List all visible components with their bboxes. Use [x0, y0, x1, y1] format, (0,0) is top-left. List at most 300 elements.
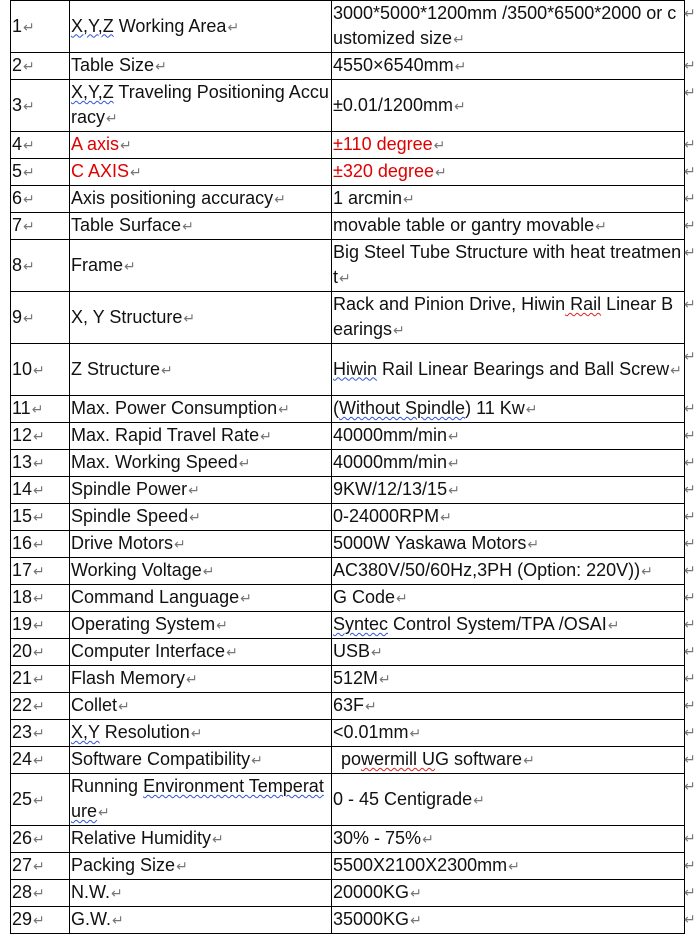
paragraph-mark-icon: ↵ — [23, 97, 35, 114]
paragraph-mark-icon: ↵ — [523, 752, 535, 768]
paragraph-mark-icon: ↵ — [448, 455, 460, 471]
table-row — [11, 240, 685, 292]
row-end-mark-icon: ↵ — [684, 777, 696, 794]
table-row — [11, 186, 685, 213]
property-label: X,Y Resolution — [71, 722, 190, 742]
row-number-cell — [11, 585, 70, 612]
paragraph-mark-icon: ↵ — [33, 885, 45, 901]
paragraph-mark-icon: ↵ — [130, 164, 142, 180]
paragraph-mark-icon: ↵ — [260, 428, 272, 444]
paragraph-mark-icon: ↵ — [23, 164, 35, 180]
property-cell — [70, 612, 332, 639]
spell-underline: X,Y,Z — [71, 15, 114, 36]
paragraph-mark-icon: ↵ — [23, 58, 35, 74]
paragraph-mark-icon: ↵ — [448, 482, 460, 498]
value-cell — [332, 450, 685, 477]
table-row — [11, 477, 685, 504]
property-value: ±0.01/1200mm — [333, 94, 453, 115]
paragraph-mark-icon: ↵ — [251, 752, 263, 768]
value-cell — [332, 213, 685, 240]
row-number-cell — [11, 159, 70, 186]
paragraph-mark-icon: ↵ — [33, 563, 45, 579]
property-value: Hiwin Rail Linear Bearings and Ball Screw — [333, 358, 670, 379]
row-number: 20 — [12, 641, 33, 661]
property-value: 5000W Yaskawa Motors — [333, 533, 527, 553]
paragraph-mark-icon: ↵ — [23, 191, 35, 207]
paragraph-mark-icon: ↵ — [365, 698, 377, 714]
table-row — [11, 907, 685, 934]
row-number: 29 — [12, 909, 33, 929]
row-end-mark-icon: ↵ — [684, 295, 696, 312]
paragraph-mark-icon: ↵ — [410, 885, 422, 901]
table-row — [11, 423, 685, 450]
table-row — [11, 747, 685, 774]
value-cell — [332, 186, 685, 213]
paragraph-mark-icon: ↵ — [23, 218, 35, 234]
row-number: 26 — [12, 828, 33, 848]
paragraph-mark-icon: ↵ — [274, 191, 286, 207]
table-row — [11, 639, 685, 666]
value-cell — [332, 504, 685, 531]
spell-underline: Without Spindle — [339, 398, 466, 418]
row-number-cell — [11, 186, 70, 213]
value-cell — [332, 720, 685, 747]
paragraph-mark-icon: ↵ — [98, 804, 110, 820]
value-cell — [332, 53, 685, 80]
value-cell — [332, 477, 685, 504]
paragraph-mark-icon: ↵ — [422, 831, 434, 847]
row-number-cell — [11, 53, 70, 80]
value-cell — [332, 344, 685, 396]
property-value: 512M — [333, 668, 379, 688]
row-number: 14 — [12, 479, 33, 499]
property-label: Max. Power Consumption — [71, 398, 278, 418]
row-end-mark-icon: ↵ — [684, 723, 696, 740]
property-label: Drive Motors — [71, 533, 174, 553]
paragraph-mark-icon: ↵ — [33, 428, 45, 444]
table-row — [11, 666, 685, 693]
row-number-cell — [11, 396, 70, 423]
property-cell — [70, 292, 332, 344]
table-row — [11, 585, 685, 612]
row-number-cell — [11, 558, 70, 585]
row-end-mark-icon: ↵ — [684, 883, 696, 900]
property-cell — [70, 907, 332, 934]
paragraph-mark-icon: ↵ — [670, 361, 682, 378]
row-number-cell — [11, 504, 70, 531]
property-cell — [70, 80, 332, 132]
paragraph-mark-icon: ↵ — [33, 831, 45, 847]
table-row — [11, 558, 685, 585]
table-row — [11, 720, 685, 747]
paragraph-mark-icon: ↵ — [508, 858, 520, 874]
paragraph-mark-icon: ↵ — [410, 912, 422, 928]
paragraph-mark-icon: ↵ — [238, 455, 251, 471]
spell-underline: Environment Temperature — [71, 776, 324, 821]
paragraph-mark-icon: ↵ — [23, 18, 35, 35]
row-number-cell — [11, 720, 70, 747]
paragraph-mark-icon: ↵ — [641, 563, 653, 579]
property-cell — [70, 826, 332, 853]
row-end-mark-icon: ↵ — [684, 135, 696, 152]
property-cell — [70, 853, 332, 880]
property-value: Syntec Control System/TPA /OSAI — [333, 614, 607, 634]
row-number: 15 — [12, 506, 33, 526]
property-label: X,Y,Z Working Area — [71, 15, 227, 36]
paragraph-mark-icon: ↵ — [379, 671, 391, 687]
table-row — [11, 504, 685, 531]
value-cell — [332, 907, 685, 934]
row-end-mark-icon: ↵ — [684, 588, 696, 605]
property-label: Relative Humidity — [71, 828, 212, 848]
table-row — [11, 132, 685, 159]
property-value: 30% - 75% — [333, 828, 422, 848]
paragraph-mark-icon: ↵ — [33, 361, 45, 378]
row-number: 1 — [12, 15, 23, 36]
property-cell — [70, 504, 332, 531]
property-value: movable table or gantry movable — [333, 215, 595, 235]
property-label: Table Surface — [71, 215, 182, 235]
property-cell — [70, 774, 332, 826]
paragraph-mark-icon: ↵ — [111, 885, 123, 901]
row-number: 17 — [12, 560, 33, 580]
row-number: 9 — [12, 306, 23, 327]
row-end-mark-icon: ↵ — [684, 561, 696, 578]
property-cell — [70, 720, 332, 747]
row-number: 22 — [12, 695, 33, 715]
row-end-mark-icon: ↵ — [684, 829, 696, 846]
property-cell — [70, 693, 332, 720]
value-cell — [332, 826, 685, 853]
property-cell — [70, 344, 332, 396]
row-number: 16 — [12, 533, 33, 553]
paragraph-mark-icon: ↵ — [448, 428, 460, 444]
value-cell — [332, 423, 685, 450]
paragraph-mark-icon: ↵ — [527, 536, 540, 552]
paragraph-mark-icon: ↵ — [186, 671, 198, 687]
paragraph-mark-icon: ↵ — [33, 455, 45, 471]
row-end-mark-icon: ↵ — [684, 910, 696, 927]
property-cell — [70, 639, 332, 666]
table-row — [11, 531, 685, 558]
value-cell — [332, 240, 685, 292]
paragraph-mark-icon: ↵ — [396, 590, 408, 606]
property-label: Collet — [71, 695, 118, 715]
table-row — [11, 1, 685, 53]
property-cell — [70, 666, 332, 693]
table-row — [11, 396, 685, 423]
row-number: 13 — [12, 452, 33, 472]
property-cell — [70, 213, 332, 240]
paragraph-mark-icon: ↵ — [33, 617, 45, 633]
property-value: Big Steel Tube Structure with heat treatment — [333, 242, 682, 287]
property-value: (Without Spindle) 11 Kw — [333, 398, 525, 418]
value-cell — [332, 774, 685, 826]
paragraph-mark-icon: ↵ — [33, 644, 45, 660]
value-cell — [332, 132, 685, 159]
row-number-cell — [11, 450, 70, 477]
row-end-mark-icon: ↵ — [684, 216, 696, 233]
row-number: 10 — [12, 358, 33, 379]
paragraph-mark-icon: ↵ — [595, 218, 607, 234]
paragraph-mark-icon: ↵ — [409, 725, 422, 741]
value-cell — [332, 558, 685, 585]
spec-table — [10, 0, 685, 934]
row-number-cell — [11, 80, 70, 132]
property-value: 5500X2100X2300mm — [333, 855, 508, 875]
paragraph-mark-icon: ↵ — [174, 536, 186, 552]
property-value: AC380V/50/60Hz,3PH (Option: 220V)) — [333, 560, 641, 580]
paragraph-mark-icon: ↵ — [433, 137, 446, 153]
value-cell — [332, 585, 685, 612]
paragraph-mark-icon: ↵ — [155, 58, 167, 74]
paragraph-mark-icon: ↵ — [212, 831, 224, 847]
spell-underline: X,Y — [71, 722, 100, 742]
property-label: Spindle Speed — [71, 506, 189, 526]
property-value: 63F — [333, 695, 365, 715]
property-label: Packing Size — [71, 855, 176, 875]
row-end-mark-icon: ↵ — [684, 243, 696, 260]
property-value: USB — [333, 641, 371, 661]
property-label: Axis positioning accuracy — [71, 188, 274, 208]
property-cell — [70, 186, 332, 213]
row-number-cell — [11, 213, 70, 240]
paragraph-mark-icon: ↵ — [33, 509, 45, 525]
table-row — [11, 880, 685, 907]
paragraph-mark-icon: ↵ — [525, 401, 538, 417]
property-value: 40000mm/min — [333, 425, 448, 445]
paragraph-mark-icon: ↵ — [454, 58, 467, 74]
table-row — [11, 612, 685, 639]
row-end-mark-icon: ↵ — [684, 534, 696, 551]
row-end-mark-icon: ↵ — [684, 507, 696, 524]
property-cell — [70, 585, 332, 612]
row-number: 18 — [12, 587, 33, 607]
row-number-cell — [11, 907, 70, 934]
property-cell — [70, 159, 332, 186]
row-number-cell — [11, 747, 70, 774]
property-label: A axis — [71, 134, 120, 154]
property-value: ±110 degree — [333, 134, 433, 154]
paragraph-mark-icon: ↵ — [473, 791, 485, 808]
property-cell — [70, 396, 332, 423]
property-label: Computer Interface — [71, 641, 226, 661]
property-label: G.W. — [71, 909, 111, 929]
row-number: 24 — [12, 749, 33, 769]
paragraph-mark-icon: ↵ — [23, 257, 35, 274]
row-end-mark-icon: ↵ — [684, 615, 696, 632]
paragraph-mark-icon: ↵ — [33, 912, 45, 928]
paragraph-mark-icon: ↵ — [33, 858, 45, 874]
property-value: ±320 degree — [333, 161, 434, 181]
row-number-cell — [11, 1, 70, 53]
paragraph-mark-icon: ↵ — [453, 97, 466, 114]
paragraph-mark-icon: ↵ — [440, 509, 452, 525]
paragraph-mark-icon: ↵ — [182, 218, 194, 234]
spell-underline: wermill U — [361, 749, 436, 769]
row-end-mark-icon: ↵ — [684, 83, 696, 100]
row-number-cell — [11, 612, 70, 639]
property-label: C AXIS — [71, 161, 130, 181]
value-cell — [332, 853, 685, 880]
value-cell — [332, 747, 685, 774]
row-number-cell — [11, 880, 70, 907]
property-cell — [70, 531, 332, 558]
property-label: Command Language — [71, 587, 240, 607]
paragraph-mark-icon: ↵ — [161, 361, 173, 378]
paragraph-mark-icon: ↵ — [227, 18, 240, 35]
paragraph-mark-icon: ↵ — [33, 536, 45, 552]
paragraph-mark-icon: ↵ — [31, 401, 44, 417]
table-row — [11, 853, 685, 880]
paragraph-mark-icon: ↵ — [434, 164, 447, 180]
property-label: Max. Rapid Travel Rate — [71, 425, 260, 445]
property-cell — [70, 53, 332, 80]
row-number-cell — [11, 477, 70, 504]
property-value: 1 arcmin — [333, 188, 403, 208]
row-end-mark-icon: ↵ — [684, 56, 696, 73]
row-number: 12 — [12, 425, 33, 445]
row-number-cell — [11, 666, 70, 693]
property-cell — [70, 747, 332, 774]
property-cell — [70, 450, 332, 477]
property-value: <0.01mm — [333, 722, 409, 742]
property-value: G Code — [333, 587, 396, 607]
row-end-mark-icon: ↵ — [684, 453, 696, 470]
spell-underline: Syntec — [333, 614, 389, 634]
property-value: 35000KG — [333, 909, 410, 929]
paragraph-mark-icon: ↵ — [278, 401, 290, 417]
property-value: 4550×6540mm — [333, 55, 454, 75]
spell-underline: Rail — [565, 294, 602, 314]
row-end-mark-icon: ↵ — [684, 426, 696, 443]
property-value: Rack and Pinion Drive, Hiwin Rail Linear Bearings — [333, 294, 674, 339]
property-label: Z Structure — [71, 358, 161, 379]
row-number-cell — [11, 240, 70, 292]
value-cell — [332, 693, 685, 720]
table-row — [11, 693, 685, 720]
row-end-mark-icon: ↵ — [684, 696, 696, 713]
table-row — [11, 826, 685, 853]
paragraph-mark-icon: ↵ — [118, 698, 130, 714]
row-end-mark-icon: ↵ — [684, 4, 696, 21]
property-label: Frame — [71, 254, 124, 275]
value-cell — [332, 531, 685, 558]
row-number: 3 — [12, 94, 23, 115]
paragraph-mark-icon: ↵ — [33, 752, 45, 768]
property-cell — [70, 558, 332, 585]
row-number-cell — [11, 423, 70, 450]
paragraph-mark-icon: ↵ — [607, 617, 620, 633]
value-cell — [332, 639, 685, 666]
property-label: Software Compatibility — [71, 749, 251, 769]
row-number-cell — [11, 531, 70, 558]
paragraph-mark-icon: ↵ — [124, 257, 136, 274]
row-number-cell — [11, 853, 70, 880]
paragraph-mark-icon: ↵ — [226, 644, 238, 660]
property-cell — [70, 880, 332, 907]
paragraph-mark-icon: ↵ — [189, 509, 201, 525]
paragraph-mark-icon: ↵ — [33, 791, 45, 808]
paragraph-mark-icon: ↵ — [112, 912, 124, 928]
paragraph-mark-icon: ↵ — [216, 617, 228, 633]
value-cell — [332, 1, 685, 53]
row-number: 19 — [12, 614, 33, 634]
row-end-mark-icon: ↵ — [684, 856, 696, 873]
row-number-cell — [11, 693, 70, 720]
paragraph-mark-icon: ↵ — [23, 309, 35, 326]
property-label: Running Environment Temperature — [71, 776, 324, 821]
row-number-cell — [11, 826, 70, 853]
paragraph-mark-icon: ↵ — [202, 563, 215, 579]
table-row — [11, 213, 685, 240]
row-number: 5 — [12, 161, 23, 181]
paragraph-mark-icon: ↵ — [176, 858, 188, 874]
value-cell — [332, 612, 685, 639]
table-row — [11, 774, 685, 826]
value-cell — [332, 666, 685, 693]
property-value: powermill UG software — [341, 749, 523, 769]
table-row — [11, 292, 685, 344]
property-cell — [70, 423, 332, 450]
row-number-cell — [11, 344, 70, 396]
row-number-cell — [11, 132, 70, 159]
paragraph-mark-icon: ↵ — [240, 590, 252, 606]
paragraph-mark-icon: ↵ — [188, 482, 200, 498]
table-row — [11, 450, 685, 477]
property-label: Working Voltage — [71, 560, 202, 580]
spell-underline: X,Y,Z — [71, 82, 114, 102]
row-number: 2 — [12, 55, 23, 75]
property-label: Table Size — [71, 55, 155, 75]
property-value: 0 - 45 Centigrade — [333, 788, 473, 809]
paragraph-mark-icon: ↵ — [33, 698, 45, 714]
paragraph-mark-icon: ↵ — [371, 644, 383, 660]
paragraph-mark-icon: ↵ — [339, 270, 351, 286]
table-row — [11, 53, 685, 80]
value-cell — [332, 396, 685, 423]
property-value: 40000mm/min — [333, 452, 448, 472]
row-number: 8 — [12, 254, 23, 275]
paragraph-mark-icon: ↵ — [33, 671, 45, 687]
row-end-mark-icon: ↵ — [684, 189, 696, 206]
row-end-mark-icon: ↵ — [684, 642, 696, 659]
row-number: 25 — [12, 788, 33, 809]
spec-table-body — [11, 1, 685, 934]
value-cell — [332, 80, 685, 132]
property-value: 9KW/12/13/15 — [333, 479, 448, 499]
value-cell — [332, 159, 685, 186]
paragraph-mark-icon: ↵ — [23, 137, 35, 153]
row-number: 23 — [12, 722, 33, 742]
row-number: 27 — [12, 855, 33, 875]
property-label: X,Y,Z Traveling Positioning Accuracy — [71, 82, 329, 127]
property-cell — [70, 240, 332, 292]
row-end-mark-icon: ↵ — [684, 669, 696, 686]
row-number-cell — [11, 774, 70, 826]
spell-underline: Hiwin — [333, 358, 378, 379]
property-cell — [70, 1, 332, 53]
paragraph-mark-icon: ↵ — [453, 31, 465, 47]
property-cell — [70, 132, 332, 159]
paragraph-mark-icon: ↵ — [403, 191, 415, 207]
row-number: 4 — [12, 134, 23, 154]
row-end-mark-icon: ↵ — [684, 162, 696, 179]
paragraph-mark-icon: ↵ — [183, 309, 196, 326]
paragraph-mark-icon: ↵ — [106, 110, 118, 126]
row-number-cell — [11, 292, 70, 344]
value-cell — [332, 880, 685, 907]
